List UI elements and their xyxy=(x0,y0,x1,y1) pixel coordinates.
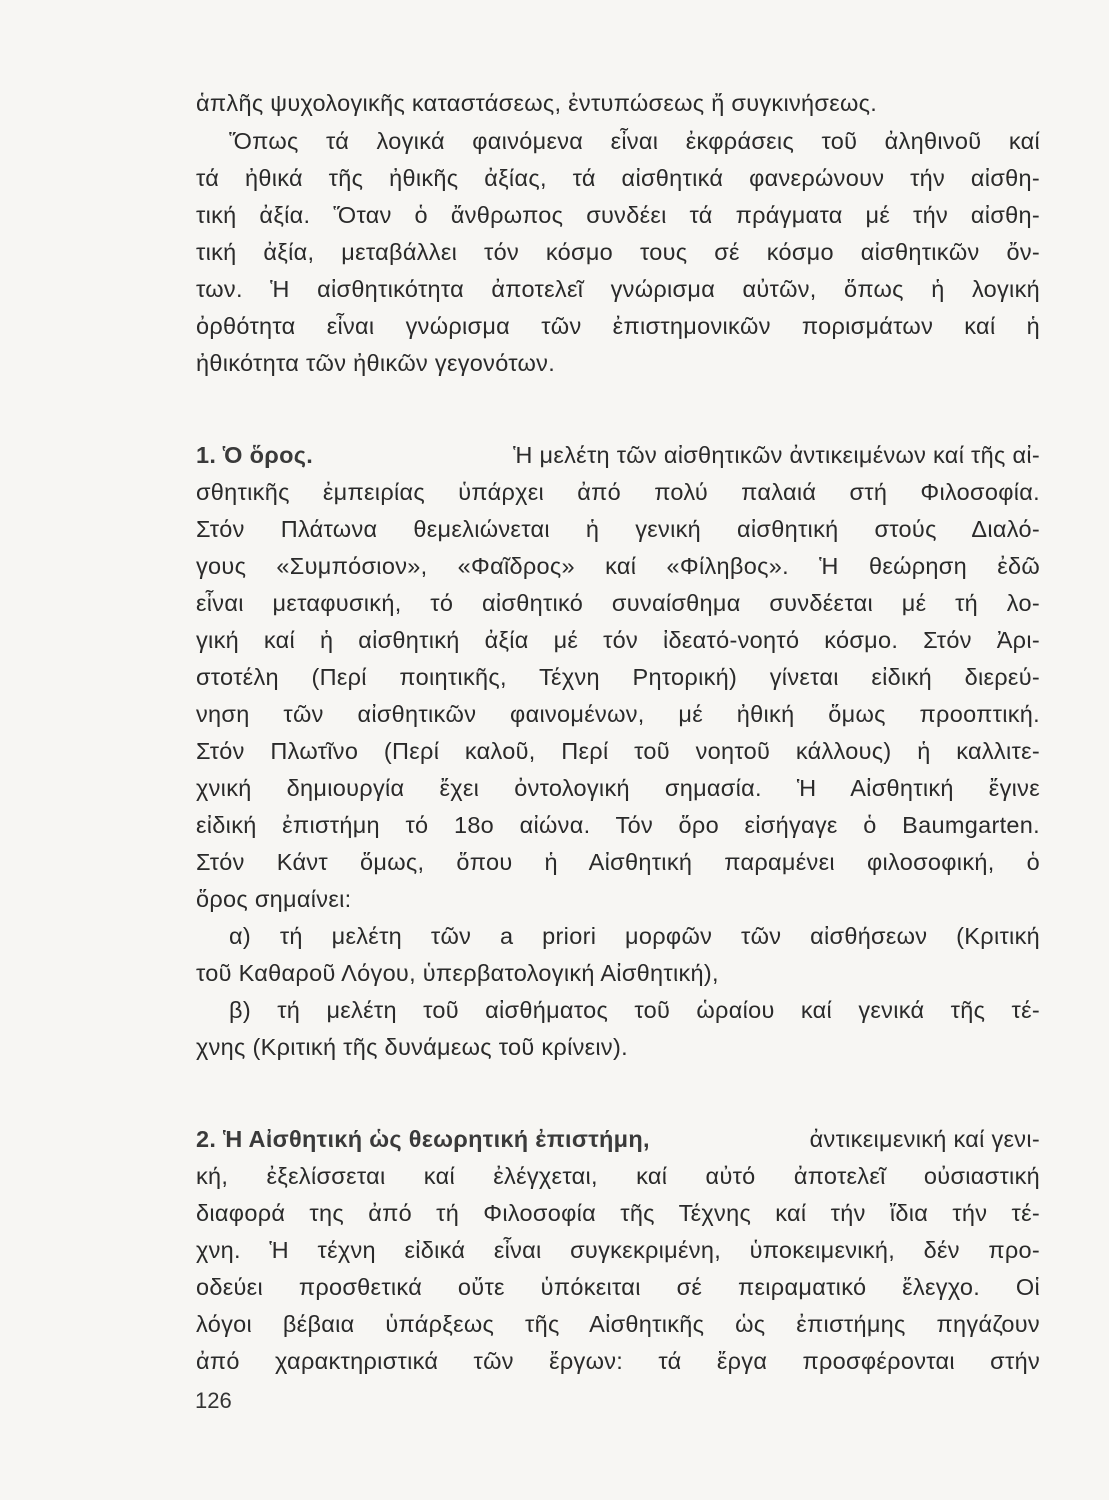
text-line: τική ἀξία, μεταβάλλει τόν κόσμο τους σέ κόσμο αἰσθητικῶν ὄν- xyxy=(196,239,1040,265)
text-line: τοῦ Καθαροῦ Λόγου, ὑπερβατολογική Αἰσθητική), xyxy=(196,960,719,986)
text-line: χνης (Κριτική τῆς δυνάμεως τοῦ κρίνειν). xyxy=(196,1034,628,1060)
list-item-a: α) τή μελέτη τῶν a priori μορφῶν τῶν αἰσθήσεων (Κριτική xyxy=(229,923,1040,949)
text-line: ἁπλῆς ψυχολογικῆς καταστάσεως, ἐντυπώσεως ἤ συγκινήσεως. xyxy=(196,90,878,116)
text-line: ὅρος σημαίνει: xyxy=(196,886,352,912)
text-line: Στόν Κάντ ὅμως, ὅπου ἡ Αἰσθητική παραμένει φιλοσοφική, ὁ xyxy=(196,849,1040,875)
section-2-first-line xyxy=(196,1124,1040,1154)
text-line: χνη. Ἡ τέχνη εἰδικά εἶναι συγκεκριμένη, ὑποκειμενική, δέν προ- xyxy=(196,1237,1040,1263)
text-line: νηση τῶν αἰσθητικῶν φαινομένων, μέ ἠθική ὅμως προοπτική. xyxy=(196,701,1040,727)
text-line: λόγοι βέβαια ὑπάρξεως τῆς Αἰσθητικῆς ὡς ἐπιστήμης πηγάζουν xyxy=(196,1311,1040,1337)
text-line: ἠθικότητα τῶν ἠθικῶν γεγονότων. xyxy=(196,350,556,376)
text-line: οδεύει προσθετικά οὔτε ὑπόκειται σέ πειραματικό ἔλεγχο. Οἱ xyxy=(196,1274,1040,1300)
text-line: γική καί ἡ αἰσθητική ἀξία μέ τόν ἰδεατό-νοητό κόσμο. Στόν Ἀρι- xyxy=(196,627,1040,653)
section-2-heading: 2. Ἡ Αἰσθητική ὡς θεωρητική ἐπιστήμη, xyxy=(196,1126,650,1152)
list-item-b: β) τή μελέτη τοῦ αἰσθήματος τοῦ ὡραίου καί γενικά τῆς τέ- xyxy=(229,997,1040,1023)
text-line: διαφορά της ἀπό τή Φιλοσοφία τῆς Τέχνης καί τήν ἴδια τήν τέ- xyxy=(196,1200,1040,1226)
text-line: χνική δημιουργία ἔχει ὀντολογική σημασία. Ἡ Αἰσθητική ἔγινε xyxy=(196,775,1040,801)
page-number: 126 xyxy=(195,1388,232,1413)
text-line: Στόν Πλωτῖνο (Περί καλοῦ, Περί τοῦ νοητοῦ κάλλους) ἡ καλλιτε- xyxy=(196,738,1040,764)
text-line: Ὅπως τά λογικά φαινόμενα εἶναι ἐκφράσεις τοῦ ἀληθινοῦ καί xyxy=(229,128,1040,154)
text-line: Ἡ μελέτη τῶν αἰσθητικῶν ἀντικειμένων καί τῆς αἰ- xyxy=(513,442,1040,468)
section-1-heading: 1. Ὁ ὅρος. xyxy=(196,442,314,468)
text-line: τική ἀξία. Ὅταν ὁ ἄνθρωπος συνδέει τά πράγματα μέ τήν αἰσθη- xyxy=(196,202,1040,228)
text-line: εἶναι μεταφυσική, τό αἰσθητικό συναίσθημα συνδέεται μέ τή λο- xyxy=(196,590,1040,616)
section-1-first-line xyxy=(196,440,1040,470)
text-line: ὀρθότητα εἶναι γνώρισμα τῶν ἐπιστημονικῶν πορισμάτων καί ἡ xyxy=(196,313,1040,339)
text-line: εἰδική ἐπιστήμη τό 18ο αἰώνα. Τόν ὅρο εἰσήγαγε ὁ Baumgarten. xyxy=(196,812,1040,838)
text-line: κή, ἐξελίσσεται καί ἐλέγχεται, καί αὐτό ἀποτελεῖ οὐσιαστική xyxy=(196,1163,1040,1189)
text-line: στοτέλη (Περί ποιητικῆς, Τέχνη Ρητορική) γίνεται εἰδική διερεύ- xyxy=(196,664,1040,690)
text-line: σθητικῆς ἐμπειρίας ὑπάρχει ἀπό πολύ παλαιά στή Φιλοσοφία. xyxy=(196,479,1040,505)
text-line: ἀπό χαρακτηριστικά τῶν ἔργων: τά ἔργα προσφέρονται στήν xyxy=(196,1348,1040,1374)
text-line: γους «Συμπόσιον», «Φαῖδρος» καί «Φίληβος». Ἡ θεώρηση ἐδῶ xyxy=(196,553,1040,579)
text-line: ἀντικειμενική καί γενι- xyxy=(809,1126,1040,1152)
text-line: Στόν Πλάτωνα θεμελιώνεται ἡ γενική αἰσθητική στούς Διαλό- xyxy=(196,516,1040,542)
text-line: των. Ἡ αἰσθητικότητα ἀποτελεῖ γνώρισμα αὐτῶν, ὅπως ἡ λογική xyxy=(196,276,1040,302)
text-line: τά ἠθικά τῆς ἠθικῆς ἀξίας, τά αἰσθητικά φανερώνουν τήν αἰσθη- xyxy=(196,165,1040,191)
